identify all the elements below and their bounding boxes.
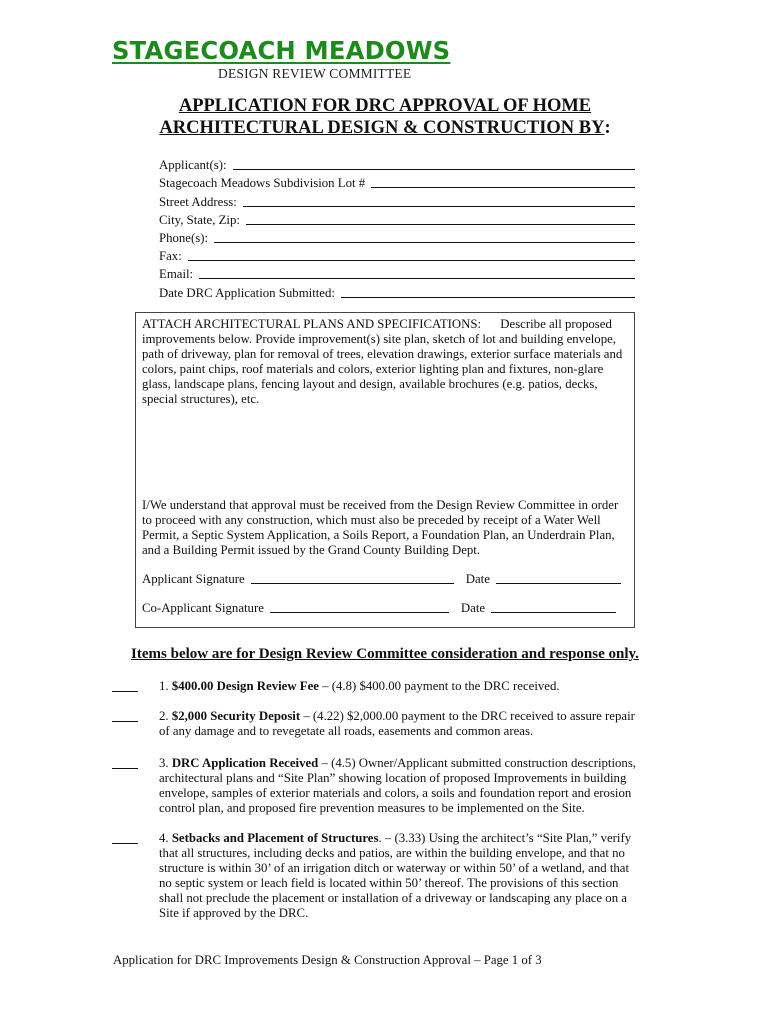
field-label: Email: <box>159 267 194 282</box>
applicant-signature-label: Applicant Signature <box>142 572 245 586</box>
attach-heading: ATTACH ARCHITECTURAL PLANS AND SPECIFICATIONS: <box>142 317 482 331</box>
lot-number-input[interactable] <box>371 176 635 188</box>
committee-items-heading: Items below are for Design Review Committee consideration and response only. <box>131 646 639 662</box>
phones-input[interactable] <box>214 231 635 243</box>
date-submitted-input[interactable] <box>341 286 635 298</box>
checklist-item-1 <box>112 679 642 694</box>
field-date-submitted <box>159 282 635 300</box>
date-label: Date <box>465 572 490 586</box>
field-label: Applicant(s): <box>159 158 227 173</box>
brand-title: STAGECOACH MEADOWS <box>112 36 451 65</box>
co-applicant-signature-input[interactable] <box>270 601 449 613</box>
document-title <box>0 95 770 139</box>
item-text: – (4.22) $2,000.00 payment to the DRC received to assure repair of any damage and to revegetate all roads, easements and common areas. <box>159 709 635 738</box>
field-label: Stagecoach Meadows Subdivision Lot # <box>159 176 366 191</box>
item-checkbox-line[interactable] <box>112 756 138 769</box>
city-state-zip-input[interactable] <box>246 213 635 225</box>
item-checkbox-line[interactable] <box>112 709 138 722</box>
applicant-date-input[interactable] <box>496 572 621 584</box>
co-applicant-date-input[interactable] <box>491 601 616 613</box>
applicant-signature-input[interactable] <box>251 572 454 584</box>
item-title: Setbacks and Placement of Structures <box>171 831 379 845</box>
fax-input[interactable] <box>188 249 635 261</box>
item-number: 4. <box>159 831 169 845</box>
brand-header <box>112 36 476 81</box>
checklist-item-3 <box>112 756 642 816</box>
title-colon: : <box>604 118 611 138</box>
date-label: Date <box>460 601 486 615</box>
field-email <box>159 264 635 282</box>
brand-subtitle: DESIGN REVIEW COMMITTEE <box>218 66 412 81</box>
field-label: Street Address: <box>159 194 237 209</box>
item-checkbox-line[interactable] <box>112 831 138 844</box>
email-input[interactable] <box>199 267 635 279</box>
field-lot-number <box>159 173 635 191</box>
applicant-fields <box>159 155 635 301</box>
applicant-signature-row <box>142 572 628 587</box>
field-fax <box>159 246 635 264</box>
understanding-statement: I/We understand that approval must be received from the Design Review Committee in order to proceed with any construction, which must also be preceded by receipt of a Water Well Permit, a Septic System Application, a Soils Report, a Foundation Plan, an Underdrain Plan, and a Building Permit issued by the Grand County Building Dept. <box>142 498 619 557</box>
field-city-state-zip <box>159 210 635 228</box>
title-line-2: ARCHITECTURAL DESIGN & CONSTRUCTION BY <box>159 118 605 138</box>
item-text: – (4.8) $400.00 payment to the DRC received. <box>318 679 560 693</box>
item-text: . – (3.33) Using the architect’s “Site Plan,” verify that all structures, including decks and patios, are within the building envelope, and that no structure is within 30’ of an irrigation ditch or waterway or within 50’ of a wetland, and that no septic system or leach field is located within 50’ thereof. The provisions of this section shall not preclude the placement or installation of a driveway or landscaping any place on a Site if approved by the DRC. <box>159 831 632 920</box>
field-street-address <box>159 191 635 209</box>
attach-text: Describe all proposed improvements below. Provide improvement(s) site plan, sketch of lot and building envelope, path of driveway, plan for removal of trees, elevation drawings, exterior surface materials and colors, paint chips, roof materials and colors, exterior lighting plan and fixtures, non-glare glass, landscape plans, fencing layout and design, available brochures (e.g. patios, decks, special structures), etc. <box>142 317 623 406</box>
title-line-1: APPLICATION FOR DRC APPROVAL OF HOME <box>178 96 592 116</box>
field-label: City, State, Zip: <box>159 212 240 227</box>
checklist-item-4 <box>112 831 642 921</box>
item-checkbox-line[interactable] <box>112 679 138 692</box>
item-number: 1. <box>159 679 169 693</box>
field-label: Phone(s): <box>159 230 209 245</box>
checklist-item-2 <box>112 709 642 739</box>
field-phones <box>159 228 635 246</box>
item-title: DRC Application Received <box>171 756 319 770</box>
item-text: – (4.5) Owner/Applicant submitted construction descriptions, architectural plans and “Site Plan” showing location of proposed Improvements in building envelope, samples of exterior materials and colors, a soils and foundation report and erosion control plan, and proposed fire prevention measures to be implemented on the Site. <box>159 756 636 815</box>
item-number: 2. <box>159 709 169 723</box>
co-applicant-signature-label: Co-Applicant Signature <box>142 601 264 615</box>
item-title: $2,000 Security Deposit <box>171 709 301 723</box>
field-applicants <box>159 155 635 173</box>
item-number: 3. <box>159 756 169 770</box>
co-applicant-signature-row <box>142 601 628 616</box>
attach-instructions[interactable] <box>142 317 628 489</box>
applicants-input[interactable] <box>233 158 635 170</box>
field-label: Fax: <box>159 249 182 264</box>
street-address-input[interactable] <box>243 195 635 207</box>
item-title: $400.00 Design Review Fee <box>171 679 319 693</box>
plans-box <box>135 312 635 628</box>
page-footer: Application for DRC Improvements Design & Construction Approval – Page 1 of 3 <box>113 953 542 967</box>
field-label: Date DRC Application Submitted: <box>159 285 335 300</box>
